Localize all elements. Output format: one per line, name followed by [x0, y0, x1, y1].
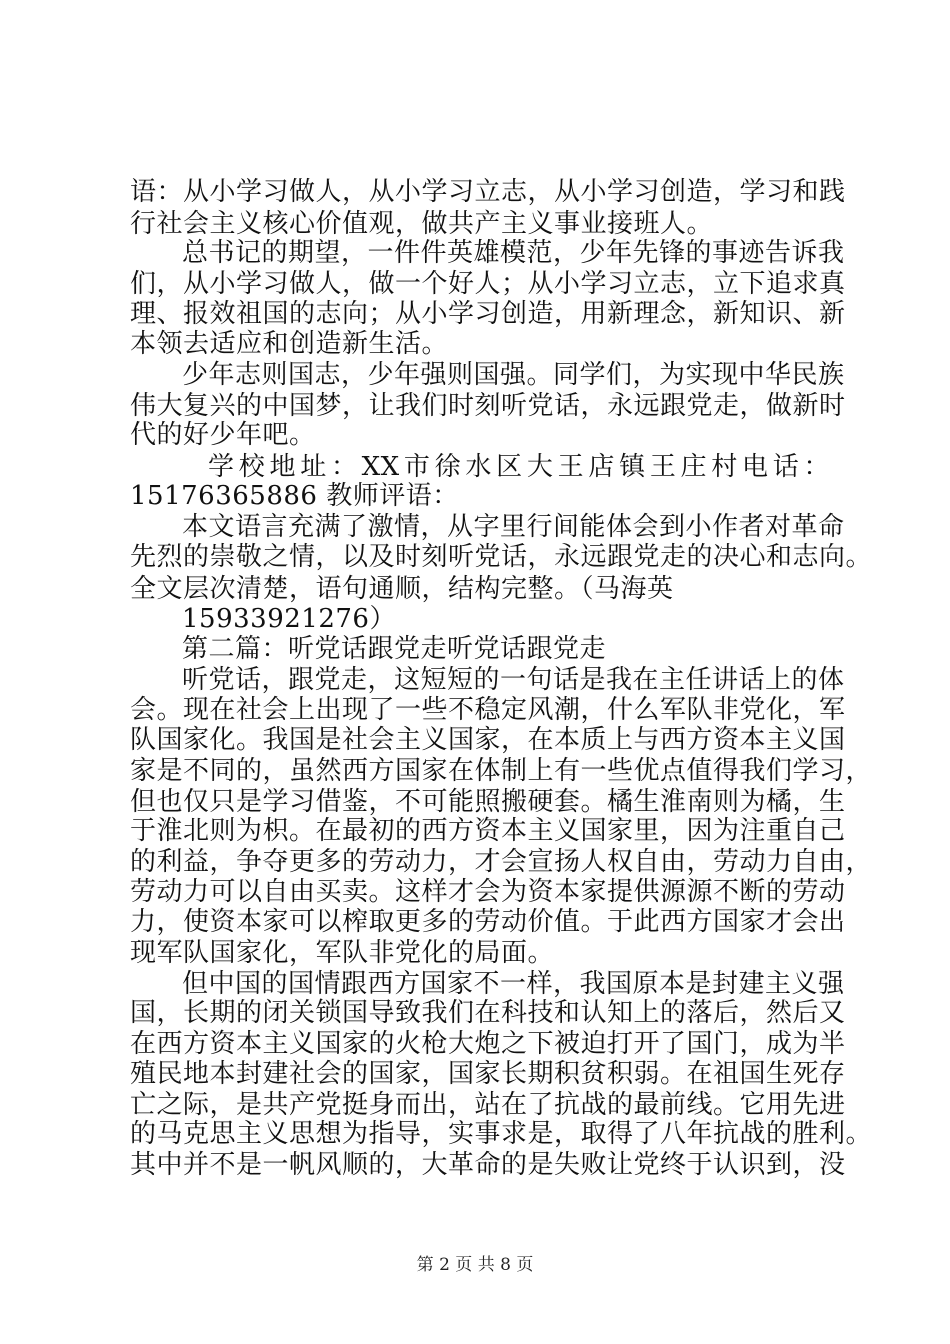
text-line: 本文语言充满了激情，从字里行间能体会到小作者对革命 — [182, 512, 845, 542]
text-line: 全文层次清楚，语句通顺，结构完整。（马海英 — [130, 574, 674, 604]
text-line: 15933921276） — [182, 604, 396, 634]
text-line: 家是不同的，虽然西方国家在体制上有一些优点值得我们学习， — [130, 756, 873, 786]
text-line: 理、报效祖国的志向；从小学习创造，用新理念，新知识、新 — [130, 299, 846, 329]
text-line: 的利益，争夺更多的劳动力，才会宣扬人权自由，劳动力自由， — [130, 847, 873, 877]
text-line: 会。现在社会上出现了一些不稳定风潮，什么军队非党化，军 — [130, 695, 846, 725]
text-line: 于淮北则为枳。在最初的西方资本主义国家里，因为注重自己 — [130, 816, 846, 846]
text-line: 语：从小学习做人，从小学习立志，从小学习创造，学习和践 — [130, 177, 846, 207]
text-line: 队国家化。我国是社会主义国家，在本质上与西方资本主义国 — [130, 725, 846, 755]
text-line: 们，从小学习做人，做一个好人；从小学习立志，立下追求真 — [130, 269, 846, 299]
text-line: 力，使资本家可以榨取更多的劳动价值。于此西方国家才会出 — [130, 907, 846, 937]
text-line: 本领去适应和创造新生活。 — [130, 329, 449, 359]
text-line: 在西方资本主义国家的火枪大炮之下被迫打开了国门，成为半 — [130, 1029, 846, 1059]
text-line: 代的好少年吧。 — [130, 420, 316, 450]
teacher-comment-heading: 15176365886 教师评语： — [130, 481, 459, 511]
text-line: 劳动力可以自由买卖。这样才会为资本家提供源源不断的劳动 — [130, 877, 846, 907]
text-line: 但也仅只是学习借鉴，不可能照搬硬套。橘生淮南则为橘，生 — [130, 787, 846, 817]
text-line: 听党话，跟党走，这短短的一句话是我在主任讲话上的体 — [182, 665, 845, 695]
page-number: 第 2 页 共 8 页 — [416, 1255, 534, 1275]
text-line: 伟大复兴的中国梦，让我们时刻听党话，永远跟党走，做新时 — [130, 391, 846, 421]
text-line: 其中并不是一帆风顺的，大革命的是失败让党终于认识到，没 — [130, 1150, 846, 1180]
text-line: 总书记的期望，一件件英雄模范，少年先锋的事迹告诉我 — [182, 238, 845, 268]
text-line: 国，长期的闭关锁国导致我们在科技和认知上的落后，然后又 — [130, 998, 846, 1028]
text-line: 但中国的国情跟西方国家不一样，我国原本是封建主义强 — [182, 969, 845, 999]
text-line: 的马克思主义思想为指导，实事求是，取得了八年抗战的胜利。 — [130, 1119, 873, 1149]
text-line: 殖民地本封建社会的国家，国家长期积贫积弱。在祖国生死存 — [130, 1059, 846, 1089]
text-line: 少年志则国志，少年强则国强。同学们，为实现中华民族 — [182, 360, 845, 390]
school-address-line: 学校地址：XX市徐水区大王店镇王庄村电话： — [208, 452, 830, 482]
section-heading: 第二篇：听党话跟党走听党话跟党走 — [182, 634, 607, 664]
text-line: 现军队国家化，军队非党化的局面。 — [130, 938, 555, 968]
text-line: 亡之际，是共产党挺身而出，站在了抗战的最前线。它用先进 — [130, 1090, 846, 1120]
text-line: 行社会主义核心价值观，做共产主义事业接班人。 — [130, 209, 714, 239]
text-line: 先烈的崇敬之情，以及时刻听党话，永远跟党走的决心和志向。 — [130, 542, 873, 572]
